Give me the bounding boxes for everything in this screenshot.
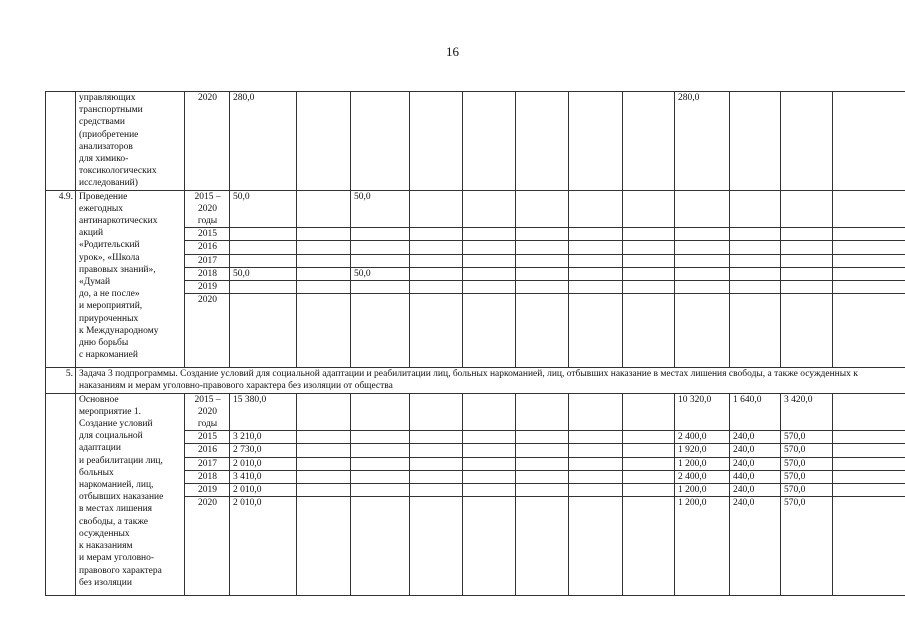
value-cell (623, 470, 675, 483)
value-cell (463, 444, 516, 457)
value-cell: 280,0 (675, 92, 730, 191)
value-cell (623, 294, 675, 368)
year-cell: 2019 (185, 281, 230, 294)
value-cell (297, 267, 351, 280)
row-4-9-number: 4.9. (46, 190, 76, 368)
value-cell: 240,0 (730, 484, 781, 497)
value-cell: 2 400,0 (675, 431, 730, 444)
value-cell (297, 228, 351, 241)
value-cell: 2 730,0 (230, 444, 297, 457)
value-cell: 3 420,0 (781, 393, 833, 431)
value-cell (833, 281, 905, 294)
value-cell (569, 497, 623, 596)
value-cell (569, 241, 623, 254)
value-cell: 1 640,0 (730, 393, 781, 431)
value-cell (623, 228, 675, 241)
value-cell (730, 92, 781, 191)
value-cell (297, 444, 351, 457)
value-cell (297, 190, 351, 228)
value-cell (516, 190, 569, 228)
task-text: Задача 3 подпрограммы. Создание условий для социальной адаптации и реабилитации лиц, больных наркоманией, лиц, отбывших наказание в местах лишения свободы, а также осужденных к наказаниям и мерам уголовно-правового характера без изоляции от общества (76, 368, 905, 393)
value-cell (297, 254, 351, 267)
value-cell (730, 254, 781, 267)
value-cell (569, 457, 623, 470)
value-cell (569, 190, 623, 228)
value-cell (730, 294, 781, 368)
value-cell (410, 431, 463, 444)
value-cell (230, 294, 297, 368)
value-cell (351, 444, 410, 457)
value-cell (833, 431, 905, 444)
value-cell (833, 457, 905, 470)
value-cell (410, 497, 463, 596)
value-cell (463, 457, 516, 470)
task-row (46, 368, 905, 393)
value-cell (463, 484, 516, 497)
value-cell (351, 470, 410, 483)
year-cell: 2018 (185, 267, 230, 280)
activity-number (46, 393, 76, 596)
value-cell (781, 267, 833, 280)
value-cell: 240,0 (730, 431, 781, 444)
value-cell (230, 281, 297, 294)
value-cell (833, 484, 905, 497)
value-cell (516, 294, 569, 368)
value-cell (297, 470, 351, 483)
value-cell (516, 241, 569, 254)
value-cell (675, 267, 730, 280)
value-cell (410, 393, 463, 431)
value-cell (833, 470, 905, 483)
value-cell (569, 393, 623, 431)
value-cell (833, 92, 905, 191)
value-cell (297, 484, 351, 497)
value-cell (410, 457, 463, 470)
year-cell: 2015 (185, 431, 230, 444)
value-cell (675, 254, 730, 267)
value-cell: 240,0 (730, 497, 781, 596)
value-cell (833, 393, 905, 431)
value-cell: 50,0 (351, 267, 410, 280)
value-cell (351, 281, 410, 294)
value-cell: 280,0 (230, 92, 297, 191)
value-cell (730, 190, 781, 228)
value-cell: 3 410,0 (230, 470, 297, 483)
value-cell: 2 010,0 (230, 457, 297, 470)
value-cell (463, 431, 516, 444)
value-cell (569, 444, 623, 457)
value-cell (297, 294, 351, 368)
value-cell (781, 241, 833, 254)
value-cell (675, 228, 730, 241)
value-cell (410, 267, 463, 280)
value-cell (463, 393, 516, 431)
value-cell (675, 294, 730, 368)
value-cell: 570,0 (781, 470, 833, 483)
value-cell (569, 92, 623, 191)
value-cell: 50,0 (230, 190, 297, 228)
value-cell (623, 484, 675, 497)
value-cell (516, 267, 569, 280)
value-cell (781, 254, 833, 267)
year-cell: 2017 (185, 457, 230, 470)
value-cell (410, 470, 463, 483)
value-cell: 2 010,0 (230, 497, 297, 596)
value-cell (297, 497, 351, 596)
value-cell (516, 431, 569, 444)
value-cell (833, 241, 905, 254)
value-cell (463, 92, 516, 191)
value-cell (675, 281, 730, 294)
value-cell (623, 190, 675, 228)
value-cell (623, 497, 675, 596)
row-1-name: управляющих транспортными средствами (приобретение анализаторов для химико- токсикологических исследований) (76, 92, 185, 191)
value-cell (516, 457, 569, 470)
value-cell (781, 190, 833, 228)
year-cell: 2019 (185, 484, 230, 497)
value-cell (351, 431, 410, 444)
value-cell (569, 267, 623, 280)
value-cell (230, 241, 297, 254)
value-cell (351, 497, 410, 596)
value-cell (833, 228, 905, 241)
value-cell (297, 431, 351, 444)
value-cell: 570,0 (781, 457, 833, 470)
value-cell (410, 254, 463, 267)
year-cell: 2020 (185, 92, 230, 191)
value-cell (297, 281, 351, 294)
value-cell (623, 92, 675, 191)
value-cell (351, 254, 410, 267)
row-4-9-name: Проведение ежегодных антинаркотических акций «Родительский урок», «Школа правовых знаний», «Думай до, а не после» и мероприятий, приуроченных к Международному дню борьбы с наркоманией (76, 190, 185, 368)
year-cell: 2020 (185, 497, 230, 596)
value-cell (351, 457, 410, 470)
value-cell (569, 484, 623, 497)
value-cell (463, 294, 516, 368)
page-number: 16 (446, 44, 459, 59)
value-cell: 440,0 (730, 470, 781, 483)
value-cell (463, 281, 516, 294)
value-cell (781, 92, 833, 191)
value-cell (623, 267, 675, 280)
value-cell (351, 241, 410, 254)
value-cell (730, 228, 781, 241)
value-cell: 570,0 (781, 484, 833, 497)
value-cell (833, 444, 905, 457)
value-cell: 10 320,0 (675, 393, 730, 431)
value-cell (516, 254, 569, 267)
value-cell (569, 470, 623, 483)
value-cell (569, 431, 623, 444)
value-cell (410, 241, 463, 254)
value-cell (410, 228, 463, 241)
value-cell: 1 200,0 (675, 457, 730, 470)
value-cell (569, 281, 623, 294)
value-cell (623, 281, 675, 294)
year-cell: 2015 (185, 228, 230, 241)
value-cell: 2 010,0 (230, 484, 297, 497)
value-cell (516, 484, 569, 497)
year-cell: 2016 (185, 241, 230, 254)
year-cell: 2018 (185, 470, 230, 483)
value-cell (230, 228, 297, 241)
value-cell (730, 241, 781, 254)
value-cell (569, 254, 623, 267)
value-cell (833, 294, 905, 368)
value-cell (569, 294, 623, 368)
value-cell (410, 281, 463, 294)
value-cell (623, 444, 675, 457)
value-cell: 50,0 (230, 267, 297, 280)
value-cell (833, 190, 905, 228)
value-cell (675, 190, 730, 228)
value-cell (569, 228, 623, 241)
value-cell (516, 281, 569, 294)
value-cell: 570,0 (781, 444, 833, 457)
value-cell (463, 254, 516, 267)
table-row (46, 190, 905, 228)
value-cell (351, 484, 410, 497)
value-cell (781, 228, 833, 241)
year-cell: 2016 (185, 444, 230, 457)
value-cell (410, 444, 463, 457)
value-cell (463, 470, 516, 483)
value-cell (463, 267, 516, 280)
budget-table (45, 91, 905, 596)
value-cell: 240,0 (730, 444, 781, 457)
value-cell (730, 281, 781, 294)
year-cell: 2017 (185, 254, 230, 267)
value-cell (410, 294, 463, 368)
value-cell (516, 497, 569, 596)
value-cell: 50,0 (351, 190, 410, 228)
value-cell (297, 457, 351, 470)
value-cell (675, 241, 730, 254)
value-cell: 570,0 (781, 497, 833, 596)
value-cell (463, 228, 516, 241)
value-cell: 1 200,0 (675, 497, 730, 596)
activity-name: Основное мероприятие 1. Создание условий для социальной адаптации и реабилитации лиц, больных наркоманией, лиц, отбывших наказание в местах лишения свободы, а также осужденных к наказаниям и мерам уголовно- правового характера без изоляции (76, 393, 185, 596)
year-cell: 2020 (185, 294, 230, 368)
value-cell (351, 92, 410, 191)
value-cell: 15 380,0 (230, 393, 297, 431)
value-cell (410, 484, 463, 497)
value-cell (623, 254, 675, 267)
value-cell (297, 393, 351, 431)
value-cell (623, 431, 675, 444)
value-cell (516, 444, 569, 457)
task-number: 5. (46, 368, 76, 393)
value-cell: 570,0 (781, 431, 833, 444)
table-row (46, 92, 905, 191)
value-cell (516, 470, 569, 483)
value-cell (781, 281, 833, 294)
value-cell (730, 267, 781, 280)
value-cell: 1 200,0 (675, 484, 730, 497)
value-cell (833, 267, 905, 280)
value-cell: 240,0 (730, 457, 781, 470)
value-cell (623, 457, 675, 470)
year-cell: 2015 – 2020 годы (185, 190, 230, 228)
value-cell (516, 393, 569, 431)
value-cell (463, 241, 516, 254)
table-row (46, 393, 905, 431)
value-cell: 2 400,0 (675, 470, 730, 483)
value-cell (410, 92, 463, 191)
value-cell (833, 254, 905, 267)
value-cell: 1 920,0 (675, 444, 730, 457)
value-cell (463, 497, 516, 596)
value-cell (351, 228, 410, 241)
value-cell (351, 294, 410, 368)
value-cell (297, 92, 351, 191)
value-cell (230, 254, 297, 267)
value-cell (351, 393, 410, 431)
row-1-number (46, 92, 76, 191)
value-cell (463, 190, 516, 228)
value-cell (410, 190, 463, 228)
value-cell (297, 241, 351, 254)
value-cell (623, 241, 675, 254)
value-cell (516, 228, 569, 241)
value-cell (516, 92, 569, 191)
value-cell (781, 294, 833, 368)
year-cell: 2015 – 2020 годы (185, 393, 230, 431)
value-cell: 3 210,0 (230, 431, 297, 444)
value-cell (623, 393, 675, 431)
value-cell (833, 497, 905, 596)
